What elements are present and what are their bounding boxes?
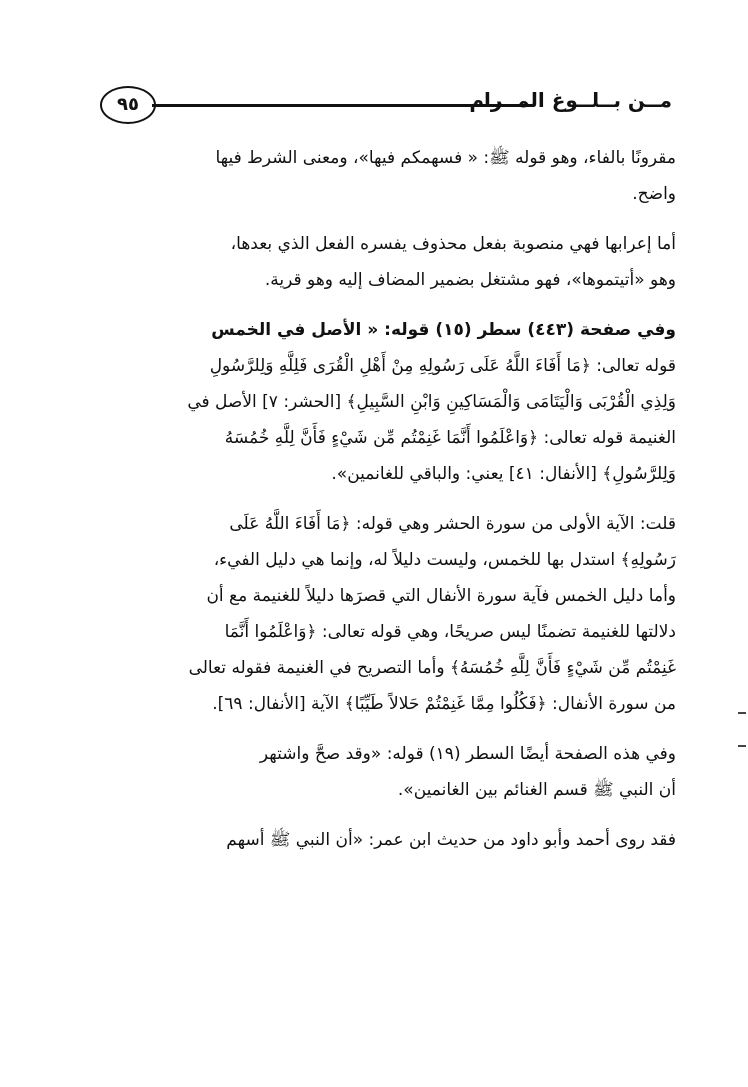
text-line: وهو «أتيتموها»، فهو مشتغل بضمير المضاف إليه وهو قرية. xyxy=(264,270,676,290)
text-line: من سورة الأنفال: ﴿فَكُلُوا مِمَّا غَنِمْتُمْ حَلالاً طَيِّبًا﴾ الآية [الأنفال: ٦٩]. xyxy=(212,694,676,714)
page-number: ٩٥ xyxy=(100,86,156,124)
text-line: وَلِلرَّسُولِ﴾ [الأنفال: ٤١] يعني: والباقي للغانمين». xyxy=(331,464,676,484)
page-header xyxy=(100,86,672,126)
text-line: رَسُولِهِ﴾ استدل بها للخمس، وليست دليلاً له، وإنما هي دليل الفيء، xyxy=(213,550,676,570)
margin-mark xyxy=(738,712,746,714)
text-line: أن النبي ﷺ قسم الغنائم بين الغانمين». xyxy=(397,780,676,800)
section-heading-line: وفي صفحة (٤٤٣) سطر (١٥) قوله: « الأصل في الخمس xyxy=(211,320,676,340)
margin-mark xyxy=(738,745,746,747)
text-line: الغنيمة قوله تعالى: ﴿وَاعْلَمُوا أَنَّمَا غَنِمْتُم مِّن شَيْءٍ فَأَنَّ لِلَّهِ خُمُسَهُ xyxy=(224,428,676,448)
text-line: فقد روى أحمد وأبو داود من حديث ابن عمر: «أن النبي ﷺ أسهم xyxy=(226,830,676,850)
text-line: مقرونًا بالفاء، وهو قوله ﷺ: « فسهمكم فيها»، ومعنى الشرط فيها xyxy=(215,148,676,168)
section-heading-line: وفي هذه الصفحة أيضًا السطر (١٩) قوله: «وقد صحَّ واشتهر xyxy=(259,744,676,764)
text-line: دلالتها للغنيمة تضمنًا ليس صريحًا، وهي قوله تعالى: ﴿وَاعْلَمُوا أَنَّمَا xyxy=(224,622,676,642)
text-line: وأما دليل الخمس فآية سورة الأنفال التي قصرَها دليلاً للغنيمة مع أن xyxy=(206,586,676,606)
text-line: قلت: الآية الأولى من سورة الحشر وهي قوله: ﴿مَا أَفَاءَ اللَّهُ عَلَى xyxy=(229,514,676,534)
text-line: أما إعرابها فهي منصوبة بفعل محذوف يفسره الفعل الذي بعدها، xyxy=(230,234,676,254)
text-line: غَنِمْتُم مِّن شَيْءٍ فَأَنَّ لِلَّهِ خُمُسَهُ﴾ وأما التصريح في الغنيمة فقوله تعالى xyxy=(188,658,676,678)
text-line: قوله تعالى: ﴿مَا أَفَاءَ اللَّهُ عَلَى رَسُولِهِ مِنْ أَهْلِ الْقُرَى فَلِلَّهِ وَلِلرَّسُولِ xyxy=(209,356,676,376)
book-title: مــن بــلــوغ المــرام xyxy=(469,88,672,112)
text-body xyxy=(98,140,676,858)
text-line: واضح. xyxy=(632,184,676,204)
text-line: وَلِذِي الْقُرْبَى وَالْيَتَامَى وَالْمَسَاكِينِ وَابْنِ السَّبِيلِ﴾ [الحشر: ٧] الأصل في xyxy=(187,392,676,412)
